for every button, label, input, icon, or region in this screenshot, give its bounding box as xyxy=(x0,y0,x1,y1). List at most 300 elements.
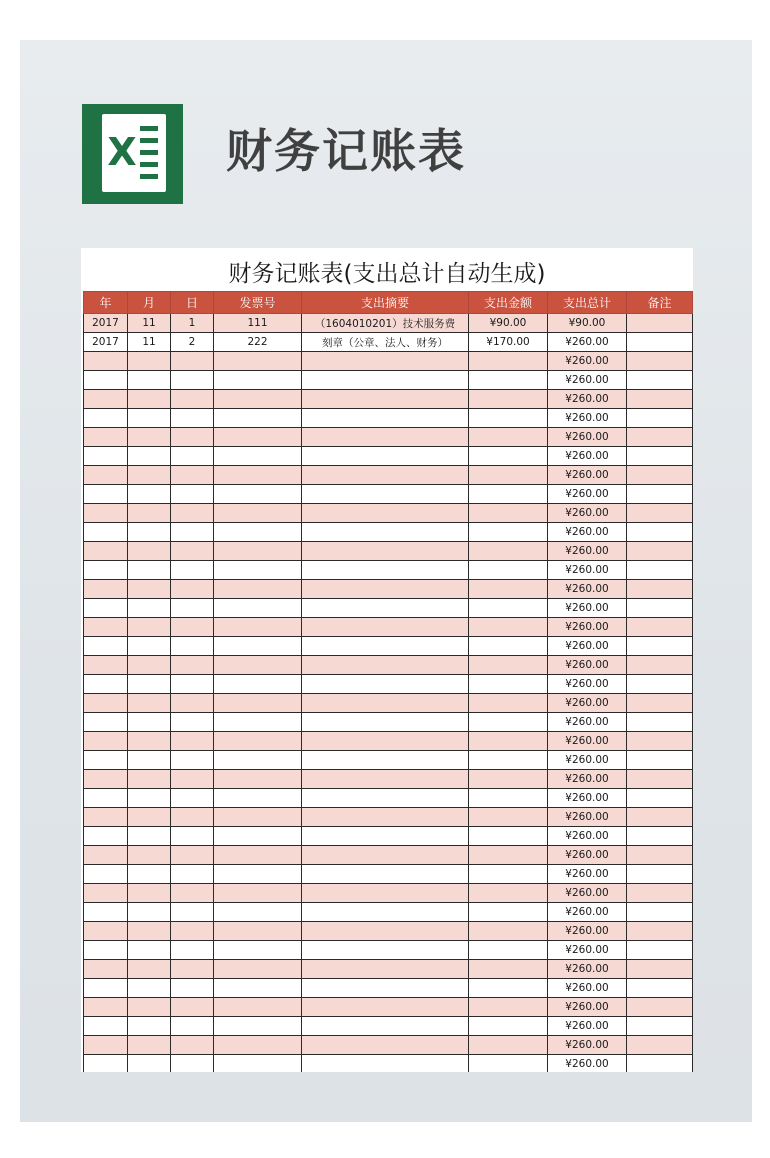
cell-remark[interactable] xyxy=(627,409,693,428)
cell-total[interactable]: ¥260.00 xyxy=(548,998,627,1017)
cell-day[interactable] xyxy=(171,371,214,390)
cell-invoice[interactable] xyxy=(214,371,302,390)
cell-year[interactable] xyxy=(84,941,128,960)
cell-amount[interactable] xyxy=(469,960,548,979)
cell-amount[interactable] xyxy=(469,770,548,789)
cell-invoice[interactable]: 222 xyxy=(214,333,302,352)
cell-month[interactable] xyxy=(128,675,171,694)
cell-invoice[interactable] xyxy=(214,998,302,1017)
cell-year[interactable] xyxy=(84,751,128,770)
cell-summary[interactable] xyxy=(302,561,469,580)
cell-summary[interactable] xyxy=(302,960,469,979)
cell-day[interactable] xyxy=(171,770,214,789)
cell-day[interactable] xyxy=(171,1036,214,1055)
cell-summary[interactable] xyxy=(302,371,469,390)
cell-amount[interactable] xyxy=(469,523,548,542)
cell-remark[interactable] xyxy=(627,960,693,979)
cell-year[interactable] xyxy=(84,409,128,428)
cell-year[interactable] xyxy=(84,428,128,447)
cell-invoice[interactable] xyxy=(214,941,302,960)
cell-day[interactable] xyxy=(171,865,214,884)
cell-month[interactable] xyxy=(128,998,171,1017)
cell-remark[interactable] xyxy=(627,637,693,656)
cell-amount[interactable] xyxy=(469,675,548,694)
cell-total[interactable]: ¥260.00 xyxy=(548,599,627,618)
cell-invoice[interactable] xyxy=(214,618,302,637)
cell-amount[interactable] xyxy=(469,371,548,390)
cell-total[interactable]: ¥260.00 xyxy=(548,675,627,694)
cell-month[interactable] xyxy=(128,941,171,960)
cell-total[interactable]: ¥260.00 xyxy=(548,371,627,390)
cell-month[interactable] xyxy=(128,846,171,865)
cell-remark[interactable] xyxy=(627,1017,693,1036)
cell-day[interactable] xyxy=(171,846,214,865)
cell-summary[interactable] xyxy=(302,770,469,789)
cell-year[interactable] xyxy=(84,998,128,1017)
cell-month[interactable] xyxy=(128,618,171,637)
cell-summary[interactable] xyxy=(302,618,469,637)
cell-total[interactable]: ¥260.00 xyxy=(548,903,627,922)
cell-summary[interactable] xyxy=(302,523,469,542)
cell-year[interactable] xyxy=(84,352,128,371)
cell-year[interactable] xyxy=(84,865,128,884)
cell-invoice[interactable] xyxy=(214,675,302,694)
cell-remark[interactable] xyxy=(627,314,693,333)
cell-summary[interactable] xyxy=(302,675,469,694)
cell-summary[interactable] xyxy=(302,542,469,561)
cell-year[interactable] xyxy=(84,618,128,637)
cell-month[interactable] xyxy=(128,694,171,713)
cell-day[interactable] xyxy=(171,732,214,751)
cell-month[interactable]: 11 xyxy=(128,333,171,352)
cell-total[interactable]: ¥260.00 xyxy=(548,827,627,846)
cell-month[interactable] xyxy=(128,580,171,599)
cell-amount[interactable] xyxy=(469,941,548,960)
cell-total[interactable]: ¥260.00 xyxy=(548,846,627,865)
cell-amount[interactable] xyxy=(469,504,548,523)
cell-remark[interactable] xyxy=(627,1036,693,1055)
cell-amount[interactable] xyxy=(469,998,548,1017)
cell-month[interactable] xyxy=(128,922,171,941)
cell-year[interactable] xyxy=(84,656,128,675)
cell-invoice[interactable] xyxy=(214,865,302,884)
cell-year[interactable] xyxy=(84,390,128,409)
cell-year[interactable] xyxy=(84,504,128,523)
cell-remark[interactable] xyxy=(627,485,693,504)
cell-month[interactable] xyxy=(128,390,171,409)
cell-summary[interactable] xyxy=(302,865,469,884)
cell-day[interactable] xyxy=(171,903,214,922)
cell-remark[interactable] xyxy=(627,865,693,884)
cell-amount[interactable] xyxy=(469,561,548,580)
cell-total[interactable]: ¥260.00 xyxy=(548,523,627,542)
cell-amount[interactable] xyxy=(469,390,548,409)
cell-invoice[interactable] xyxy=(214,390,302,409)
cell-year[interactable] xyxy=(84,1017,128,1036)
cell-day[interactable] xyxy=(171,789,214,808)
cell-summary[interactable] xyxy=(302,352,469,371)
cell-month[interactable] xyxy=(128,751,171,770)
cell-month[interactable] xyxy=(128,447,171,466)
cell-remark[interactable] xyxy=(627,352,693,371)
cell-summary[interactable] xyxy=(302,428,469,447)
cell-invoice[interactable] xyxy=(214,466,302,485)
cell-total[interactable]: ¥260.00 xyxy=(548,409,627,428)
cell-remark[interactable] xyxy=(627,466,693,485)
cell-total[interactable]: ¥260.00 xyxy=(548,580,627,599)
cell-year[interactable] xyxy=(84,960,128,979)
cell-month[interactable] xyxy=(128,732,171,751)
cell-month[interactable] xyxy=(128,409,171,428)
cell-day[interactable] xyxy=(171,713,214,732)
cell-amount[interactable] xyxy=(469,789,548,808)
cell-year[interactable] xyxy=(84,770,128,789)
cell-invoice[interactable] xyxy=(214,713,302,732)
cell-month[interactable] xyxy=(128,466,171,485)
cell-year[interactable]: 2017 xyxy=(84,333,128,352)
cell-month[interactable] xyxy=(128,504,171,523)
cell-summary[interactable] xyxy=(302,694,469,713)
cell-amount[interactable] xyxy=(469,979,548,998)
cell-year[interactable] xyxy=(84,694,128,713)
cell-summary[interactable] xyxy=(302,789,469,808)
cell-day[interactable] xyxy=(171,941,214,960)
cell-day[interactable] xyxy=(171,504,214,523)
cell-invoice[interactable] xyxy=(214,447,302,466)
cell-invoice[interactable] xyxy=(214,770,302,789)
cell-remark[interactable] xyxy=(627,732,693,751)
cell-day[interactable] xyxy=(171,675,214,694)
cell-total[interactable]: ¥90.00 xyxy=(548,314,627,333)
cell-day[interactable] xyxy=(171,409,214,428)
cell-invoice[interactable] xyxy=(214,599,302,618)
cell-total[interactable]: ¥260.00 xyxy=(548,1055,627,1073)
cell-summary[interactable] xyxy=(302,447,469,466)
cell-total[interactable]: ¥260.00 xyxy=(548,713,627,732)
cell-summary[interactable] xyxy=(302,390,469,409)
cell-invoice[interactable] xyxy=(214,960,302,979)
cell-remark[interactable] xyxy=(627,371,693,390)
cell-amount[interactable]: ¥170.00 xyxy=(469,333,548,352)
cell-day[interactable] xyxy=(171,694,214,713)
cell-total[interactable]: ¥260.00 xyxy=(548,466,627,485)
cell-remark[interactable] xyxy=(627,656,693,675)
cell-invoice[interactable] xyxy=(214,789,302,808)
cell-invoice[interactable] xyxy=(214,1017,302,1036)
cell-day[interactable] xyxy=(171,561,214,580)
cell-total[interactable]: ¥260.00 xyxy=(548,352,627,371)
cell-total[interactable]: ¥260.00 xyxy=(548,542,627,561)
cell-remark[interactable] xyxy=(627,922,693,941)
cell-total[interactable]: ¥260.00 xyxy=(548,941,627,960)
cell-summary[interactable] xyxy=(302,1055,469,1073)
cell-day[interactable]: 1 xyxy=(171,314,214,333)
cell-invoice[interactable] xyxy=(214,428,302,447)
cell-invoice[interactable] xyxy=(214,922,302,941)
cell-summary[interactable] xyxy=(302,827,469,846)
cell-amount[interactable] xyxy=(469,447,548,466)
cell-summary[interactable] xyxy=(302,599,469,618)
cell-year[interactable] xyxy=(84,789,128,808)
cell-total[interactable]: ¥260.00 xyxy=(548,504,627,523)
cell-year[interactable] xyxy=(84,1055,128,1073)
cell-year[interactable] xyxy=(84,884,128,903)
cell-total[interactable]: ¥260.00 xyxy=(548,884,627,903)
column-header-total[interactable]: 支出总计 xyxy=(548,292,627,314)
cell-invoice[interactable] xyxy=(214,637,302,656)
cell-day[interactable] xyxy=(171,979,214,998)
cell-total[interactable]: ¥260.00 xyxy=(548,751,627,770)
cell-day[interactable] xyxy=(171,1017,214,1036)
cell-amount[interactable]: ¥90.00 xyxy=(469,314,548,333)
cell-amount[interactable] xyxy=(469,656,548,675)
cell-month[interactable] xyxy=(128,523,171,542)
cell-invoice[interactable] xyxy=(214,656,302,675)
cell-amount[interactable] xyxy=(469,751,548,770)
cell-total[interactable]: ¥260.00 xyxy=(548,1017,627,1036)
cell-total[interactable]: ¥260.00 xyxy=(548,485,627,504)
cell-day[interactable] xyxy=(171,466,214,485)
cell-year[interactable] xyxy=(84,1036,128,1055)
cell-invoice[interactable] xyxy=(214,827,302,846)
cell-invoice[interactable] xyxy=(214,694,302,713)
cell-day[interactable] xyxy=(171,447,214,466)
cell-total[interactable]: ¥260.00 xyxy=(548,618,627,637)
cell-month[interactable] xyxy=(128,352,171,371)
cell-year[interactable] xyxy=(84,599,128,618)
cell-amount[interactable] xyxy=(469,694,548,713)
cell-year[interactable] xyxy=(84,675,128,694)
cell-summary[interactable] xyxy=(302,732,469,751)
cell-invoice[interactable] xyxy=(214,352,302,371)
cell-invoice[interactable] xyxy=(214,409,302,428)
cell-day[interactable] xyxy=(171,808,214,827)
cell-amount[interactable] xyxy=(469,713,548,732)
column-header-amount[interactable]: 支出金额 xyxy=(469,292,548,314)
cell-invoice[interactable] xyxy=(214,580,302,599)
cell-year[interactable] xyxy=(84,447,128,466)
cell-year[interactable] xyxy=(84,580,128,599)
cell-total[interactable]: ¥260.00 xyxy=(548,637,627,656)
cell-month[interactable]: 11 xyxy=(128,314,171,333)
cell-amount[interactable] xyxy=(469,1055,548,1073)
cell-month[interactable] xyxy=(128,542,171,561)
cell-month[interactable] xyxy=(128,770,171,789)
cell-remark[interactable] xyxy=(627,599,693,618)
cell-invoice[interactable]: 111 xyxy=(214,314,302,333)
cell-total[interactable]: ¥260.00 xyxy=(548,770,627,789)
cell-summary[interactable] xyxy=(302,751,469,770)
cell-invoice[interactable] xyxy=(214,732,302,751)
cell-amount[interactable] xyxy=(469,580,548,599)
cell-day[interactable] xyxy=(171,1055,214,1073)
cell-month[interactable] xyxy=(128,865,171,884)
cell-amount[interactable] xyxy=(469,732,548,751)
cell-summary[interactable]: 刻章（公章、法人、财务） xyxy=(302,333,469,352)
cell-month[interactable] xyxy=(128,713,171,732)
cell-month[interactable] xyxy=(128,561,171,580)
cell-year[interactable] xyxy=(84,732,128,751)
cell-invoice[interactable] xyxy=(214,542,302,561)
cell-amount[interactable] xyxy=(469,352,548,371)
cell-month[interactable] xyxy=(128,827,171,846)
cell-amount[interactable] xyxy=(469,1036,548,1055)
cell-amount[interactable] xyxy=(469,485,548,504)
cell-total[interactable]: ¥260.00 xyxy=(548,808,627,827)
cell-summary[interactable] xyxy=(302,713,469,732)
cell-year[interactable] xyxy=(84,846,128,865)
cell-amount[interactable] xyxy=(469,903,548,922)
cell-summary[interactable] xyxy=(302,998,469,1017)
column-header-summary[interactable]: 支出摘要 xyxy=(302,292,469,314)
cell-year[interactable] xyxy=(84,903,128,922)
cell-remark[interactable] xyxy=(627,941,693,960)
cell-invoice[interactable] xyxy=(214,561,302,580)
cell-month[interactable] xyxy=(128,637,171,656)
cell-amount[interactable] xyxy=(469,637,548,656)
cell-day[interactable] xyxy=(171,922,214,941)
cell-day[interactable] xyxy=(171,751,214,770)
cell-summary[interactable] xyxy=(302,903,469,922)
cell-year[interactable] xyxy=(84,542,128,561)
cell-amount[interactable] xyxy=(469,808,548,827)
cell-summary[interactable] xyxy=(302,504,469,523)
cell-summary[interactable]: （1604010201）技术服务费 xyxy=(302,314,469,333)
cell-remark[interactable] xyxy=(627,333,693,352)
cell-year[interactable] xyxy=(84,922,128,941)
cell-remark[interactable] xyxy=(627,580,693,599)
cell-amount[interactable] xyxy=(469,865,548,884)
cell-year[interactable] xyxy=(84,713,128,732)
cell-invoice[interactable] xyxy=(214,1055,302,1073)
cell-total[interactable]: ¥260.00 xyxy=(548,922,627,941)
cell-summary[interactable] xyxy=(302,485,469,504)
cell-day[interactable] xyxy=(171,637,214,656)
cell-remark[interactable] xyxy=(627,751,693,770)
cell-amount[interactable] xyxy=(469,884,548,903)
cell-year[interactable] xyxy=(84,637,128,656)
cell-total[interactable]: ¥260.00 xyxy=(548,694,627,713)
cell-summary[interactable] xyxy=(302,846,469,865)
cell-month[interactable] xyxy=(128,1017,171,1036)
cell-remark[interactable] xyxy=(627,390,693,409)
cell-summary[interactable] xyxy=(302,637,469,656)
cell-remark[interactable] xyxy=(627,713,693,732)
cell-total[interactable]: ¥260.00 xyxy=(548,390,627,409)
cell-amount[interactable] xyxy=(469,599,548,618)
cell-remark[interactable] xyxy=(627,903,693,922)
cell-month[interactable] xyxy=(128,1055,171,1073)
cell-summary[interactable] xyxy=(302,1017,469,1036)
column-header-day[interactable]: 日 xyxy=(171,292,214,314)
cell-remark[interactable] xyxy=(627,447,693,466)
cell-summary[interactable] xyxy=(302,1036,469,1055)
cell-year[interactable] xyxy=(84,561,128,580)
cell-day[interactable] xyxy=(171,998,214,1017)
cell-day[interactable] xyxy=(171,827,214,846)
cell-summary[interactable] xyxy=(302,884,469,903)
cell-day[interactable] xyxy=(171,618,214,637)
cell-total[interactable]: ¥260.00 xyxy=(548,333,627,352)
cell-remark[interactable] xyxy=(627,1055,693,1073)
cell-invoice[interactable] xyxy=(214,979,302,998)
cell-amount[interactable] xyxy=(469,409,548,428)
cell-year[interactable] xyxy=(84,827,128,846)
cell-summary[interactable] xyxy=(302,656,469,675)
column-header-invoice[interactable]: 发票号 xyxy=(214,292,302,314)
cell-invoice[interactable] xyxy=(214,751,302,770)
cell-summary[interactable] xyxy=(302,922,469,941)
cell-invoice[interactable] xyxy=(214,808,302,827)
cell-amount[interactable] xyxy=(469,846,548,865)
cell-day[interactable]: 2 xyxy=(171,333,214,352)
cell-day[interactable] xyxy=(171,656,214,675)
cell-day[interactable] xyxy=(171,428,214,447)
cell-remark[interactable] xyxy=(627,504,693,523)
cell-day[interactable] xyxy=(171,485,214,504)
cell-month[interactable] xyxy=(128,808,171,827)
cell-invoice[interactable] xyxy=(214,1036,302,1055)
cell-day[interactable] xyxy=(171,599,214,618)
cell-remark[interactable] xyxy=(627,694,693,713)
cell-total[interactable]: ¥260.00 xyxy=(548,656,627,675)
cell-month[interactable] xyxy=(128,428,171,447)
cell-remark[interactable] xyxy=(627,770,693,789)
cell-year[interactable] xyxy=(84,979,128,998)
cell-invoice[interactable] xyxy=(214,504,302,523)
cell-amount[interactable] xyxy=(469,827,548,846)
cell-remark[interactable] xyxy=(627,428,693,447)
cell-total[interactable]: ¥260.00 xyxy=(548,960,627,979)
cell-day[interactable] xyxy=(171,884,214,903)
cell-total[interactable]: ¥260.00 xyxy=(548,447,627,466)
cell-remark[interactable] xyxy=(627,523,693,542)
cell-invoice[interactable] xyxy=(214,485,302,504)
cell-day[interactable] xyxy=(171,580,214,599)
cell-amount[interactable] xyxy=(469,922,548,941)
cell-remark[interactable] xyxy=(627,561,693,580)
cell-remark[interactable] xyxy=(627,884,693,903)
column-header-year[interactable]: 年 xyxy=(84,292,128,314)
cell-year[interactable]: 2017 xyxy=(84,314,128,333)
cell-amount[interactable] xyxy=(469,542,548,561)
cell-summary[interactable] xyxy=(302,979,469,998)
cell-summary[interactable] xyxy=(302,466,469,485)
cell-remark[interactable] xyxy=(627,808,693,827)
cell-total[interactable]: ¥260.00 xyxy=(548,428,627,447)
column-header-remark[interactable]: 备注 xyxy=(627,292,693,314)
cell-year[interactable] xyxy=(84,808,128,827)
cell-month[interactable] xyxy=(128,884,171,903)
cell-remark[interactable] xyxy=(627,979,693,998)
cell-amount[interactable] xyxy=(469,466,548,485)
cell-month[interactable] xyxy=(128,485,171,504)
cell-month[interactable] xyxy=(128,599,171,618)
cell-day[interactable] xyxy=(171,542,214,561)
cell-year[interactable] xyxy=(84,371,128,390)
cell-month[interactable] xyxy=(128,371,171,390)
cell-remark[interactable] xyxy=(627,789,693,808)
cell-total[interactable]: ¥260.00 xyxy=(548,732,627,751)
cell-total[interactable]: ¥260.00 xyxy=(548,865,627,884)
cell-remark[interactable] xyxy=(627,675,693,694)
cell-month[interactable] xyxy=(128,903,171,922)
cell-day[interactable] xyxy=(171,390,214,409)
cell-summary[interactable] xyxy=(302,808,469,827)
cell-invoice[interactable] xyxy=(214,884,302,903)
cell-total[interactable]: ¥260.00 xyxy=(548,979,627,998)
cell-month[interactable] xyxy=(128,656,171,675)
